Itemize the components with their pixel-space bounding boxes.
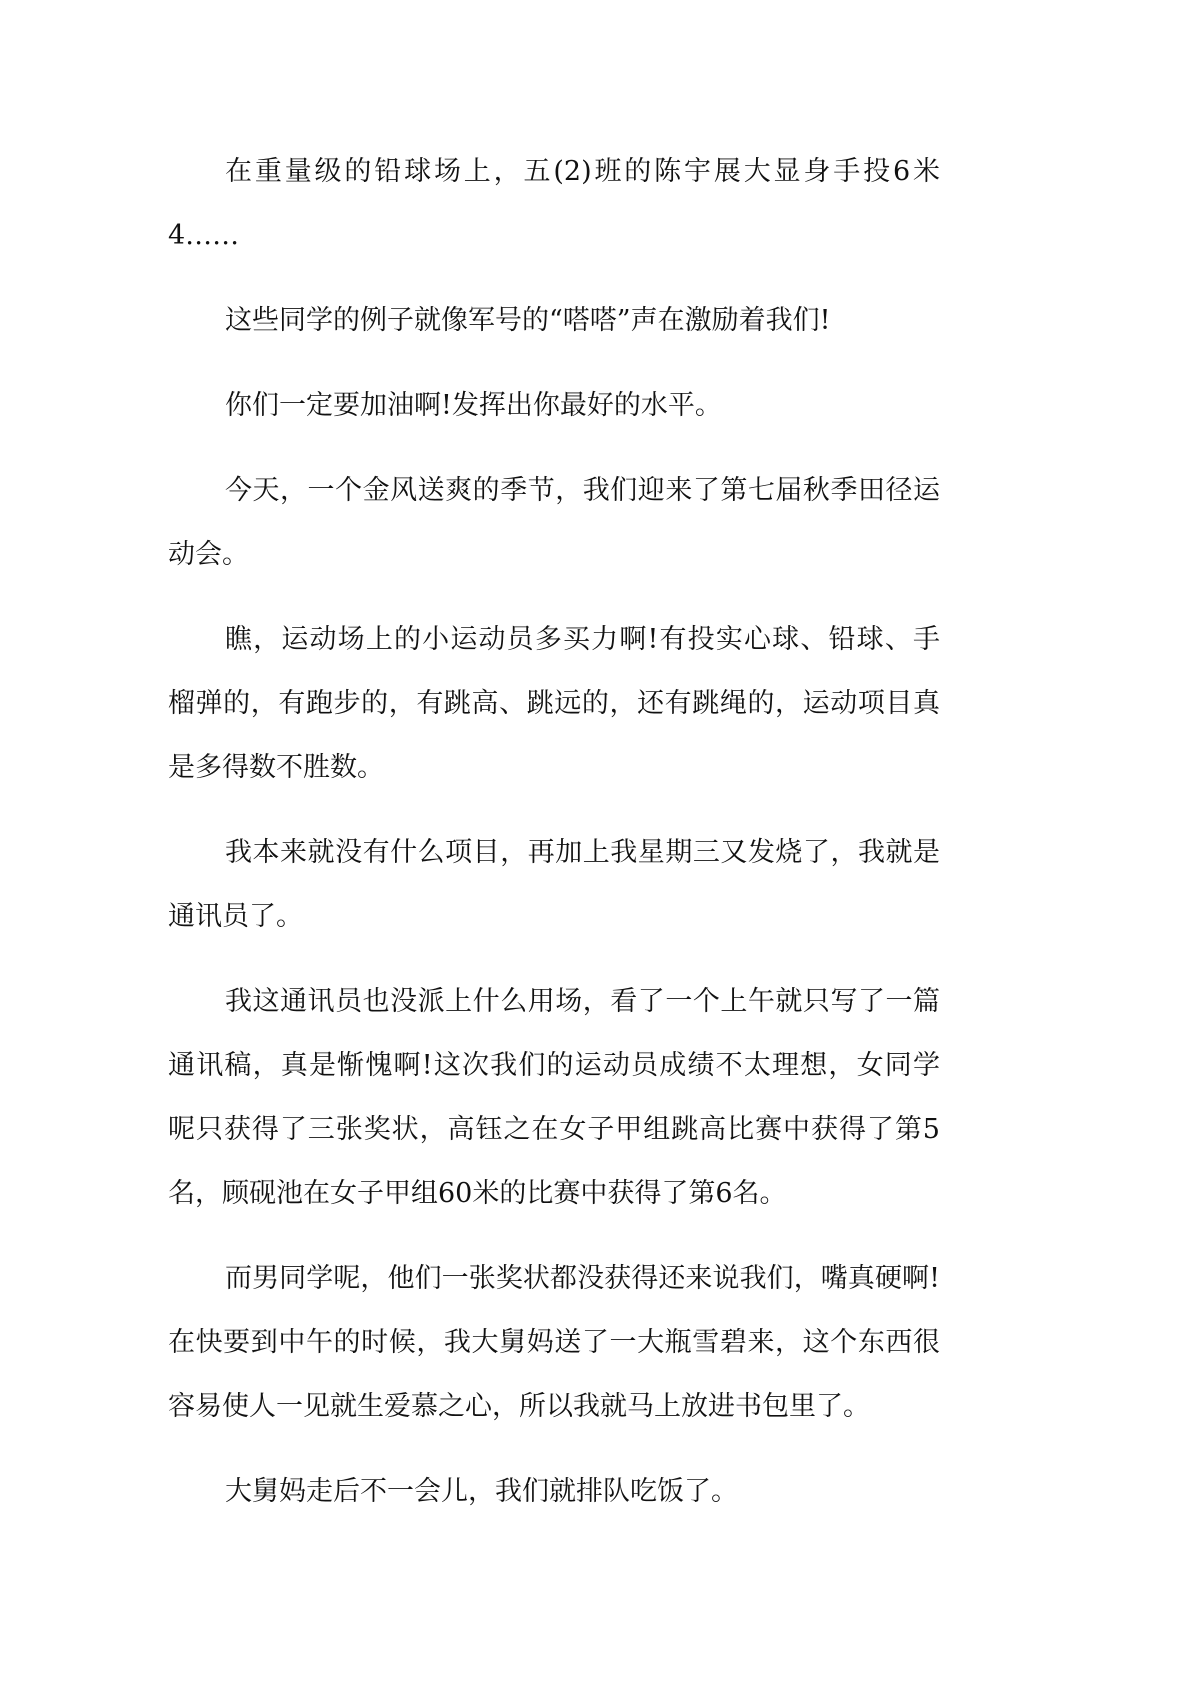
text-line: 通讯稿，真是惭愧啊!这次我们的运动员成绩不太理想，女同学: [168, 1050, 940, 1081]
paragraph: [168, 608, 940, 800]
paragraph: [168, 289, 940, 353]
paragraph: [168, 1247, 940, 1439]
text-line: 而男同学呢，他们一张奖状都没获得还来说我们，嘴真硬啊!: [225, 1263, 940, 1294]
text-line: 这些同学的例子就像军号的“嗒嗒”声在激励着我们!: [225, 305, 831, 336]
text-line: 瞧，运动场上的小运动员多买力啊!有投实心球、铅球、手: [225, 624, 940, 655]
paragraph: [168, 970, 940, 1226]
text-line: 大舅妈走后不一会儿，我们就排队吃饭了。: [225, 1476, 738, 1507]
text-line: 是多得数不胜数。: [168, 752, 384, 783]
text-line: 名，顾砚池在女子甲组60米的比赛中获得了第6名。: [168, 1178, 787, 1209]
text-line: 我本来就没有什么项目，再加上我星期三又发烧了，我就是: [225, 837, 940, 868]
text-line: 我这通讯员也没派上什么用场，看了一个上午就只写了一篇: [225, 986, 940, 1017]
text-line: 在快要到中午的时候，我大舅妈送了一大瓶雪碧来，这个东西很: [168, 1327, 940, 1358]
paragraph: [168, 821, 940, 949]
text-line: 通讯员了。: [168, 901, 303, 932]
text-line: 动会。: [168, 539, 249, 570]
paragraph: [168, 1460, 940, 1524]
text-line: 呢只获得了三张奖状，高钰之在女子甲组跳高比赛中获得了第5: [168, 1114, 940, 1145]
paragraph: [168, 459, 940, 587]
text-line: 今天，一个金风送爽的季节，我们迎来了第七届秋季田径运: [225, 475, 940, 506]
document-page: [168, 140, 940, 1545]
text-line: 容易使人一见就生爱慕之心，所以我就马上放进书包里了。: [168, 1391, 870, 1422]
text-line: 你们一定要加油啊!发挥出你最好的水平。: [225, 390, 722, 421]
text-line: 在重量级的铅球场上，五(2)班的陈宇展大显身手投6米: [225, 156, 940, 187]
text-line: 榴弹的，有跑步的，有跳高、跳远的，还有跳绳的，运动项目真: [168, 688, 940, 719]
text-line: 4……: [168, 220, 240, 251]
paragraph: [168, 140, 940, 268]
paragraph: [168, 374, 940, 438]
